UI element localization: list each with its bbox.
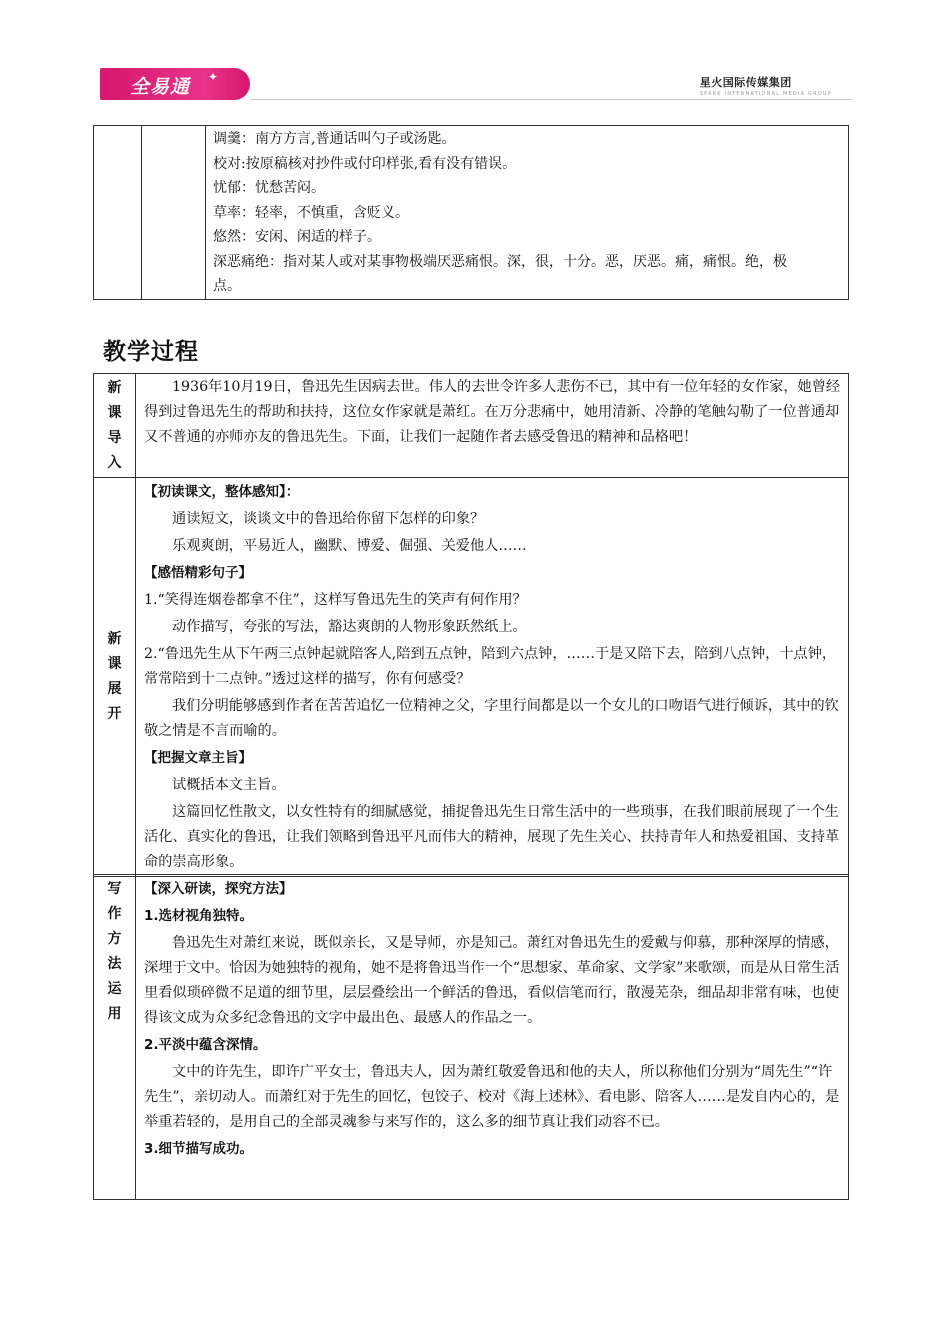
answer: 动作描写，夸张的写法，豁达爽朗的人物形象跃然纸上。 bbox=[172, 619, 527, 635]
vocab-item: 草率：轻率，不慎重，含贬义。 bbox=[213, 204, 409, 221]
label-char: 法 bbox=[107, 956, 122, 972]
vocab-item: 悠然：安闲、闲适的样子。 bbox=[213, 229, 381, 245]
subheading: 【初读课文，整体感知】： bbox=[144, 484, 300, 500]
question: 1.“笑得连烟卷都拿不住”，这样写鲁迅先生的笑声有何作用？ bbox=[144, 592, 527, 608]
label-char: 开 bbox=[107, 706, 122, 722]
intro-content bbox=[136, 374, 849, 478]
publisher-name: 星火国际传媒集团 bbox=[699, 76, 792, 89]
section-title: 教学过程 bbox=[103, 339, 199, 365]
writing-table bbox=[93, 874, 849, 1200]
label-char: 用 bbox=[107, 1006, 122, 1022]
vocab-item: 点。 bbox=[213, 278, 241, 294]
label-char: 导 bbox=[107, 429, 122, 446]
expand-label bbox=[94, 478, 136, 877]
process-table bbox=[93, 373, 849, 877]
paragraph: 文中的许先生，即许广平女士，鲁迅夫人，因为萧红敬爱鲁迅和他的夫人，所以称他们分别为“周先生”“许先生”，亲切动人。而萧红对于先生的回忆，包饺子、校对《海上述林》、看电影、陪客人……是发自内心的，是举重若轻的，是用自己的全部灵魂参与来写作的，这么多的细节真让我们动容不已。 bbox=[144, 1064, 840, 1130]
paragraph: 试概括本文主旨。 bbox=[172, 777, 286, 793]
label-char: 课 bbox=[107, 404, 122, 421]
answer: 我们分明能够感到作者在苦苦追忆一位精神之父，字里行间都是以一个女儿的口吻语气进行倾诉，其中的钦敬之情是不言而喻的。 bbox=[144, 698, 839, 739]
label-char: 课 bbox=[107, 656, 122, 672]
header-divider bbox=[250, 99, 852, 100]
paragraph: 通读短文，谈谈文中的鲁迅给你留下怎样的印象？ bbox=[172, 511, 485, 527]
vocab-list bbox=[206, 126, 849, 300]
paragraph: 鲁迅先生对萧红来说，既似亲长，又是导师，亦是知己。萧红对鲁迅先生的爱戴与仰慕，那种深厚的情感，深埋于文中。恰因为她独特的视角，她不是将鲁迅当作一个“思想家、革命家、文学家”来歌颂，而是从日常生活里看似琐碎微不足道的细节里，层层叠绘出一个鲜活的鲁迅，看似信笔而行，散漫芜杂，细品却非常有味，也使得该文成为众多纪念鲁迅的文字中最出色、最感人的作品之一。 bbox=[144, 935, 840, 1026]
paragraph: 乐观爽朗，平易近人，幽默、博爱、倔强、关爱他人…… bbox=[172, 538, 527, 554]
vocab-item: 调羹：南方方言,普通话叫勺子或汤匙。 bbox=[213, 131, 456, 147]
label-char: 展 bbox=[107, 681, 122, 697]
vocab-empty-cell-1 bbox=[94, 126, 142, 300]
writing-content bbox=[136, 875, 849, 1200]
label-char: 新 bbox=[107, 379, 122, 396]
vocab-item: 校对:按原稿核对抄件或付印样张,看有没有错误。 bbox=[213, 155, 517, 172]
logo-text: 全易通 bbox=[130, 76, 191, 98]
label-char: 新 bbox=[107, 631, 122, 647]
paragraph: 这篇回忆性散文，以女性特有的细腻感觉，捕捉鲁迅先生日常生活中的一些琐事，在我们眼前展现了一个生活化、真实化的鲁迅，让我们领略到鲁迅平凡而伟大的精神，展现了先生关心、扶持青年人和热爱祖国、支持革命的崇高形象。 bbox=[144, 804, 840, 870]
vocab-empty-cell-2 bbox=[142, 126, 206, 300]
vocab-table bbox=[93, 125, 849, 300]
point-title: 1.选材视角独特。 bbox=[144, 908, 254, 924]
label-char: 方 bbox=[107, 931, 122, 947]
subheading: 【感悟精彩句子】 bbox=[144, 565, 252, 581]
intro-text: 1936年10月19日，鲁迅先生因病去世。伟人的去世令许多人悲伤不已，其中有一位年轻的女作家，她曾经得到过鲁迅先生的帮助和扶持，这位女作家就是萧红。在万分悲痛中，她用清新、冷静的笔触勾勒了一位普通却又不普通的亦师亦友的鲁迅先生。下面，让我们一起随作者去感受鲁迅的精神和品格吧！ bbox=[144, 379, 841, 445]
subheading: 【深入研读，探究方法】 bbox=[144, 881, 293, 897]
publisher-name-en: SPARK INTERNATIONAL MEDIA GROUP bbox=[699, 91, 832, 97]
point-title: 2.平淡中蕴含深情。 bbox=[144, 1037, 267, 1053]
vocab-item: 深恶痛绝：指对某人或对某事物极端厌恶痛恨。深，很，十分。恶，厌恶。痛，痛恨。绝，极 bbox=[213, 253, 787, 270]
expand-content bbox=[136, 478, 849, 877]
label-char: 写 bbox=[107, 881, 122, 897]
publisher-brand bbox=[700, 74, 832, 97]
sparkle-icon: ✦ bbox=[208, 70, 219, 84]
label-char: 入 bbox=[107, 454, 122, 471]
intro-label bbox=[94, 374, 136, 478]
subheading: 【把握文章主旨】 bbox=[144, 750, 252, 766]
point-title: 3.细节描写成功。 bbox=[144, 1141, 254, 1157]
question: 2.“鲁迅先生从下午两三点钟起就陪客人,陪到五点钟，陪到六点钟，……于是又陪下去，陪到八点钟，十点钟，常常陪到十二点钟。”透过这样的描写，你有何感受？ bbox=[144, 646, 837, 687]
vocab-item: 忧郁：忧愁苦闷。 bbox=[213, 180, 325, 196]
page-header bbox=[100, 64, 852, 104]
brand-logo bbox=[100, 68, 250, 100]
label-char: 作 bbox=[107, 906, 122, 922]
writing-label bbox=[94, 875, 136, 1200]
label-char: 运 bbox=[107, 981, 122, 997]
